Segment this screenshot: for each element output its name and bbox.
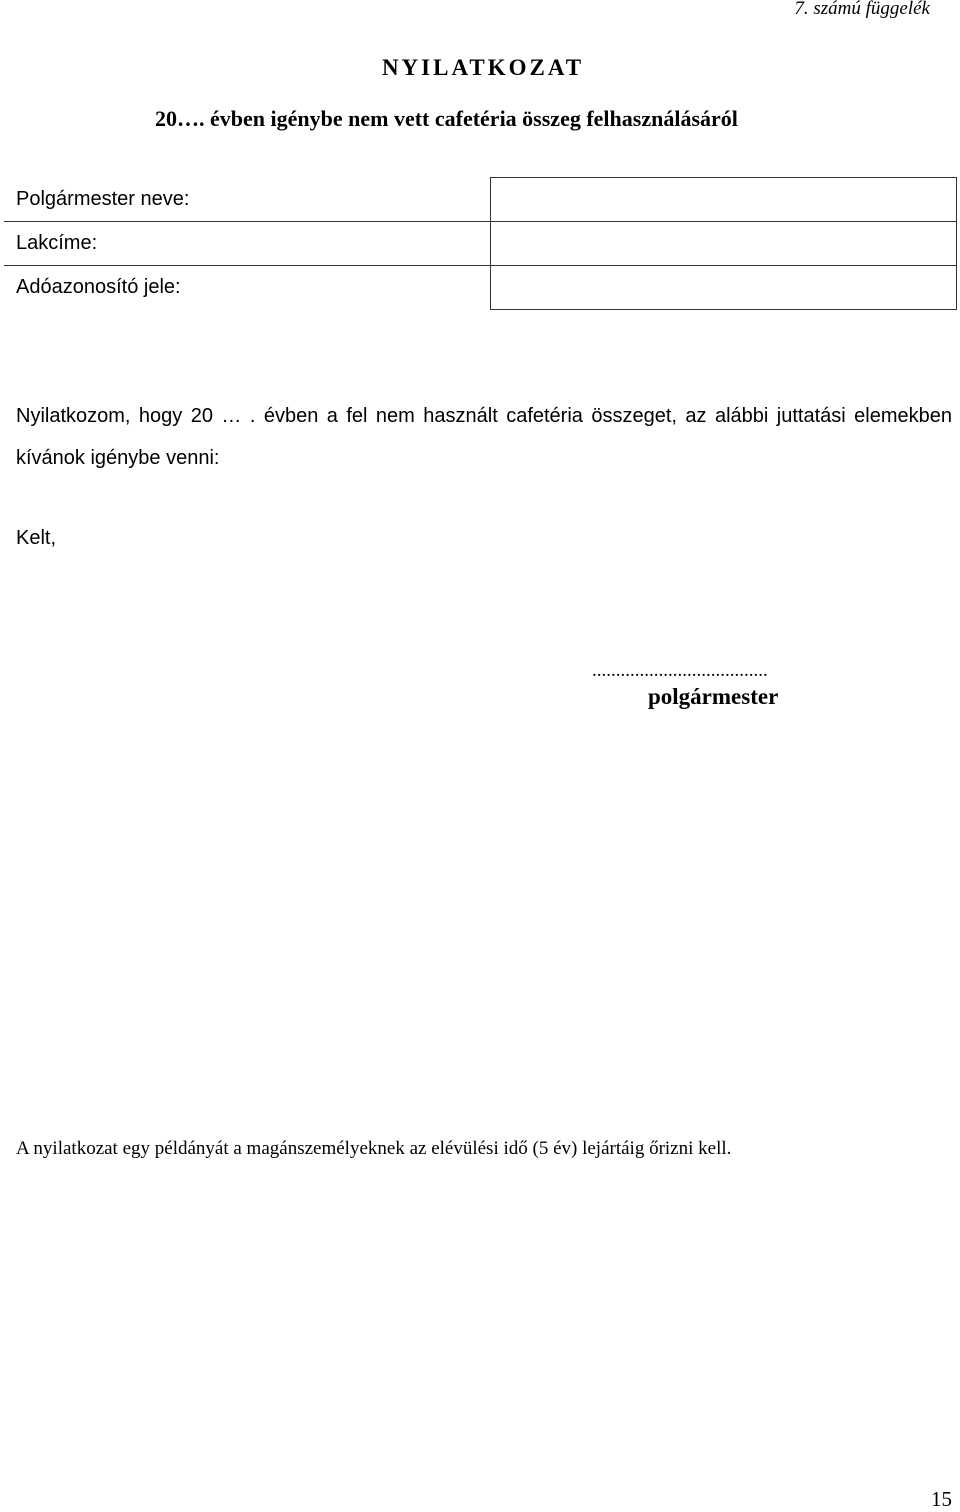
retention-note: A nyilatkozat egy példányát a magánszemélyeknek az elévülési idő (5 év) lejártáig őrizni kell. <box>16 1138 732 1159</box>
mayor-name-label: Polgármester neve: <box>4 178 491 222</box>
document-title: NYILATKOZAT <box>381 55 585 80</box>
signature-line: ..................................... <box>592 660 768 681</box>
table-row <box>4 222 957 266</box>
declaration-statement: Nyilatkozom, hogy 20 … . évben a fel nem használt cafetéria összeget, az alábbi juttatási elemekben kívánok igénybe venni: <box>16 405 952 469</box>
tax-id-label: Adóazonosító jele: <box>4 266 491 310</box>
table-row <box>4 178 957 222</box>
appendix-label: 7. számú függelék <box>794 0 930 19</box>
address-label: Lakcíme: <box>4 222 491 266</box>
table-row <box>4 266 957 310</box>
document-subtitle: 20…. évben igénybe nem vett cafetéria összeg felhasználásáról <box>155 106 738 131</box>
page-number: 15 <box>931 1487 952 1511</box>
mayor-name-field[interactable] <box>491 178 957 222</box>
personal-info-table <box>4 177 957 310</box>
address-field[interactable] <box>491 222 957 266</box>
tax-id-field[interactable] <box>491 266 957 310</box>
date-label: Kelt, <box>16 527 57 549</box>
signature-role: polgármester <box>648 684 779 709</box>
